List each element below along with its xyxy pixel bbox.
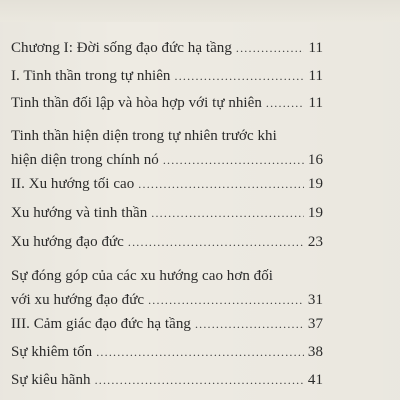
dot-leader: [236, 36, 304, 60]
dot-leader: [128, 230, 304, 254]
toc-entry-title: Sự kiêu hãnh: [11, 372, 91, 388]
dot-leader: [96, 340, 304, 364]
toc-entry-title: với xu hướng đạo đức: [11, 292, 145, 308]
toc-entry: [11, 124, 323, 172]
toc-entry: [11, 312, 323, 336]
toc-entry: [11, 36, 323, 60]
toc-entry: [11, 340, 323, 364]
toc-entry: [11, 201, 323, 225]
toc-entry-title: Xu hướng đạo đức: [11, 234, 124, 250]
toc-entry-title: Tinh thần đối lập và hòa hợp với tự nhiên: [11, 95, 262, 111]
toc-entry-page: 16: [307, 152, 323, 168]
toc-entry-page: 31: [307, 292, 323, 308]
toc-entry: [11, 172, 323, 196]
toc-entry-page: 19: [307, 176, 323, 192]
toc-entry-page: 37: [307, 316, 323, 332]
toc-entry: [11, 264, 323, 312]
toc-entry-title: III. Cảm giác đạo đức hạ tầng: [11, 316, 191, 332]
toc-entry-title: hiện diện trong chính nó: [11, 152, 159, 168]
dot-leader: [95, 368, 304, 392]
toc-entry-title-line1: Tinh thần hiện diện trong tự nhiên trước khi: [11, 128, 277, 144]
toc-entry: [11, 368, 323, 392]
toc-entry-page: 11: [308, 95, 323, 111]
toc-entry: [11, 64, 323, 88]
toc-entry-page: 19: [307, 205, 323, 221]
dot-leader: [138, 172, 304, 196]
toc-entry: [11, 91, 323, 115]
toc-entry: [11, 230, 323, 254]
dot-leader: [163, 148, 304, 172]
dot-leader: [195, 312, 304, 336]
toc-entry-title: Chương I: Đời sống đạo đức hạ tầng: [11, 40, 232, 56]
toc-entry-page: 41: [307, 372, 323, 388]
toc-entry-title: II. Xu hướng tối cao: [11, 176, 135, 192]
toc-entry-title: Xu hướng và tinh thần: [11, 205, 148, 221]
toc-entry-title: I. Tinh thần trong tự nhiên: [11, 68, 171, 84]
dot-leader: [175, 64, 305, 88]
dot-leader: [151, 201, 304, 225]
toc-entry-title-line1: Sự đóng góp của các xu hướng cao hơn đối: [11, 268, 273, 284]
toc-entry-title: Sự khiêm tốn: [11, 344, 93, 360]
dot-leader: [148, 288, 304, 312]
toc-entry-page: 23: [307, 234, 323, 250]
toc-entry-page: 11: [308, 40, 323, 56]
dot-leader: [266, 91, 304, 115]
toc-entry-page: 11: [308, 68, 323, 84]
page-top-edge: [0, 0, 400, 22]
toc-entry-page: 38: [307, 344, 323, 360]
